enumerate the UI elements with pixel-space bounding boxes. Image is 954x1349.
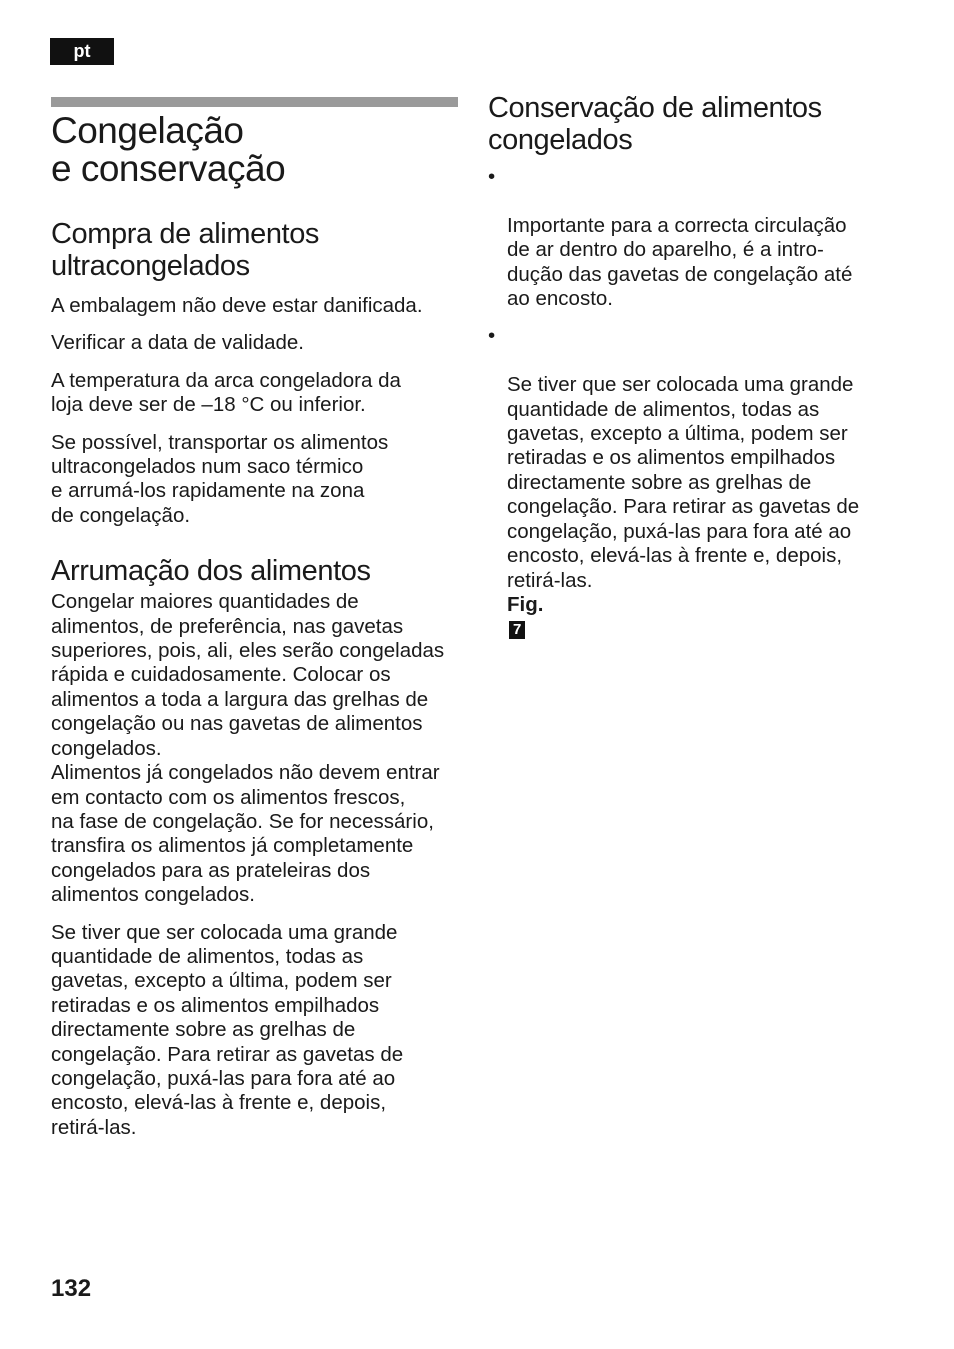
- figure-reference: Fig.: [507, 592, 544, 616]
- bullet-text: Se tiver que ser colocada uma grande quantidade de alimentos, todas as gavetas, excepto a última, podem ser retiradas e os alimentos empilhados directamente sobre as grelhas de congelação. Para retirar as gavetas de congelação, puxá-las para fora até ao encosto, elevá-las à frente e, depois, retirá-las.: [507, 373, 860, 592]
- storage-paragraph: Se tiver que ser colocada uma grande quantidade de alimentos, todas as gavetas, excepto a última, podem ser retiradas e os alimentos empilhados directamente sobre as grelhas de congelação. Para retirar as gavetas de congelação, puxá-las para fora até ao encosto, elevá-las à frente e, depois, retirá-las.: [51, 920, 404, 1139]
- frozen-heading: Conservação de alimentos congelados: [488, 92, 822, 156]
- list-item: [488, 165, 898, 311]
- section-divider: [51, 97, 458, 107]
- left-column: [51, 112, 476, 1140]
- frozen-bullet-list: [488, 165, 898, 642]
- bullet-text: Importante para a correcta circulação de ar dentro do aparelho, é a intro- dução das gavetas de congelação até ao encosto.: [507, 213, 853, 311]
- purchase-heading: Compra de alimentos ultracongelados: [51, 218, 320, 282]
- purchase-paragraph: A temperatura da arca congeladora da loja deve ser de –18 °C ou inferior.: [51, 368, 401, 417]
- storage-heading: Arrumação dos alimentos: [51, 555, 371, 588]
- storage-paragraph: Alimentos já congelados não devem entrar em contacto com os alimentos frescos, na fase de congelação. Se for necessário, transfira os alimentos já completamente congelados para as prateleiras dos alimentos congelados.: [51, 761, 440, 907]
- bullet-icon: •: [488, 165, 496, 188]
- purchase-paragraph: A embalagem não deve estar danificada.: [51, 294, 423, 317]
- language-tag: pt: [50, 38, 114, 65]
- figure-number-badge: 7: [509, 621, 525, 639]
- page-title: Congelação e conservação: [51, 110, 286, 189]
- list-item: [488, 324, 898, 641]
- bullet-icon: •: [488, 324, 496, 348]
- purchase-paragraph: Verificar a data de validade.: [51, 331, 304, 355]
- purchase-paragraph: Se possível, transportar os alimentos ultracongelados num saco térmico e arrumá-los rapidamente na zona de congelação.: [51, 430, 389, 527]
- right-column: [488, 92, 898, 642]
- page-number: 132: [51, 1275, 92, 1302]
- storage-paragraph: Congelar maiores quantidades de alimentos, de preferência, nas gavetas superiores, pois, ali, eles serão congeladas rápida e cuidadosamente. Colocar os alimentos a toda a largura das grelhas de congelação ou nas gavetas de alimentos congelados.: [51, 590, 445, 760]
